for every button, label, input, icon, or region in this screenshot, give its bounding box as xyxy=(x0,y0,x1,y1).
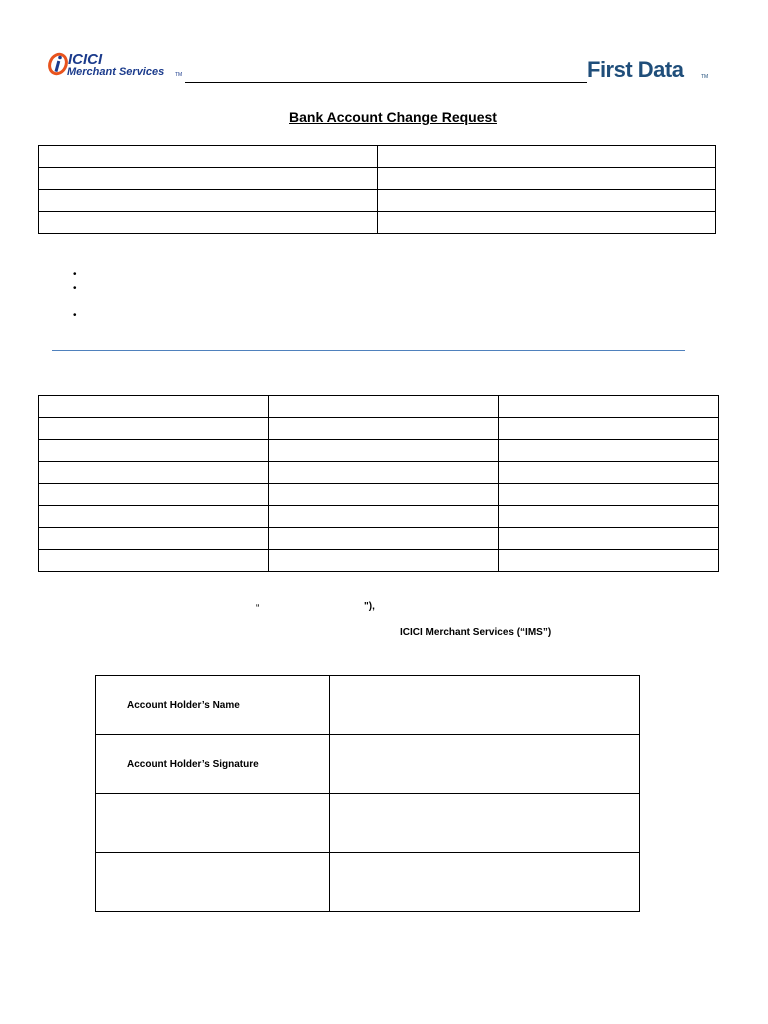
account-holder-signature-field[interactable] xyxy=(330,735,640,794)
table-row xyxy=(39,418,719,440)
table-cell[interactable] xyxy=(499,550,719,572)
table-cell[interactable] xyxy=(39,190,378,212)
table-row xyxy=(96,735,640,794)
bullet-point: • xyxy=(73,310,77,321)
account-holder-name-label: Account Holder’s Name xyxy=(96,676,330,735)
page-title: Bank Account Change Request xyxy=(289,109,497,125)
table-cell[interactable] xyxy=(269,418,499,440)
signature-table-field[interactable] xyxy=(330,794,640,853)
table-cell[interactable] xyxy=(499,440,719,462)
table-row xyxy=(39,190,716,212)
table-cell[interactable] xyxy=(377,146,716,168)
table-cell[interactable] xyxy=(499,528,719,550)
section-divider xyxy=(52,350,685,351)
quote-close: "), xyxy=(364,601,375,612)
table-cell[interactable] xyxy=(377,212,716,234)
table-cell[interactable] xyxy=(269,440,499,462)
table-cell[interactable] xyxy=(269,528,499,550)
table-cell[interactable] xyxy=(39,396,269,418)
header-rule xyxy=(185,82,587,83)
table-row xyxy=(96,794,640,853)
table-cell[interactable] xyxy=(377,168,716,190)
quote-open: “ xyxy=(256,603,260,614)
table-cell[interactable] xyxy=(39,506,269,528)
table-cell[interactable] xyxy=(499,418,719,440)
table-row xyxy=(39,396,719,418)
table-cell[interactable] xyxy=(499,462,719,484)
icici-logo-mark-icon xyxy=(48,52,68,76)
table-cell[interactable] xyxy=(499,484,719,506)
table-row xyxy=(39,550,719,572)
table-cell[interactable] xyxy=(39,528,269,550)
table-cell[interactable] xyxy=(39,440,269,462)
signature-table-label xyxy=(96,794,330,853)
table-cell[interactable] xyxy=(39,146,378,168)
table-row xyxy=(39,506,719,528)
table-row xyxy=(39,462,719,484)
account-holder-signature-label: Account Holder’s Signature xyxy=(96,735,330,794)
table-row xyxy=(39,440,719,462)
account-holder-name-field[interactable] xyxy=(330,676,640,735)
left-logo-trademark: TM xyxy=(175,72,183,78)
table-cell[interactable] xyxy=(499,396,719,418)
table-cell[interactable] xyxy=(499,506,719,528)
table-cell[interactable] xyxy=(39,484,269,506)
table-row xyxy=(39,168,716,190)
signature-table-label xyxy=(96,853,330,912)
table-cell[interactable] xyxy=(377,190,716,212)
table-cell[interactable] xyxy=(39,418,269,440)
table-row xyxy=(39,484,719,506)
icici-logo-text: ICICI xyxy=(68,51,103,68)
first-data-trademark: TM xyxy=(701,74,709,80)
table-row xyxy=(39,146,716,168)
table-cell[interactable] xyxy=(39,212,378,234)
table-row xyxy=(39,528,719,550)
ims-label: ICICI Merchant Services (“IMS”) xyxy=(400,627,552,638)
table-row xyxy=(39,212,716,234)
table-cell[interactable] xyxy=(39,462,269,484)
table-cell[interactable] xyxy=(39,168,378,190)
table-cell[interactable] xyxy=(269,396,499,418)
bullet-point: • xyxy=(73,283,77,294)
signature-table xyxy=(95,675,640,912)
table-cell[interactable] xyxy=(269,484,499,506)
merchant-details-table xyxy=(38,145,716,234)
table-cell[interactable] xyxy=(269,462,499,484)
table-cell[interactable] xyxy=(39,550,269,572)
table-cell[interactable] xyxy=(269,506,499,528)
table-row xyxy=(96,853,640,912)
bank-details-table xyxy=(38,395,719,572)
icici-logo xyxy=(48,52,68,76)
bullet-point: • xyxy=(73,269,77,280)
signature-table-field[interactable] xyxy=(330,853,640,912)
merchant-services-logo-text: Merchant Services xyxy=(67,66,165,78)
table-row xyxy=(96,676,640,735)
first-data-logo: First Data xyxy=(587,57,684,82)
table-cell[interactable] xyxy=(269,550,499,572)
